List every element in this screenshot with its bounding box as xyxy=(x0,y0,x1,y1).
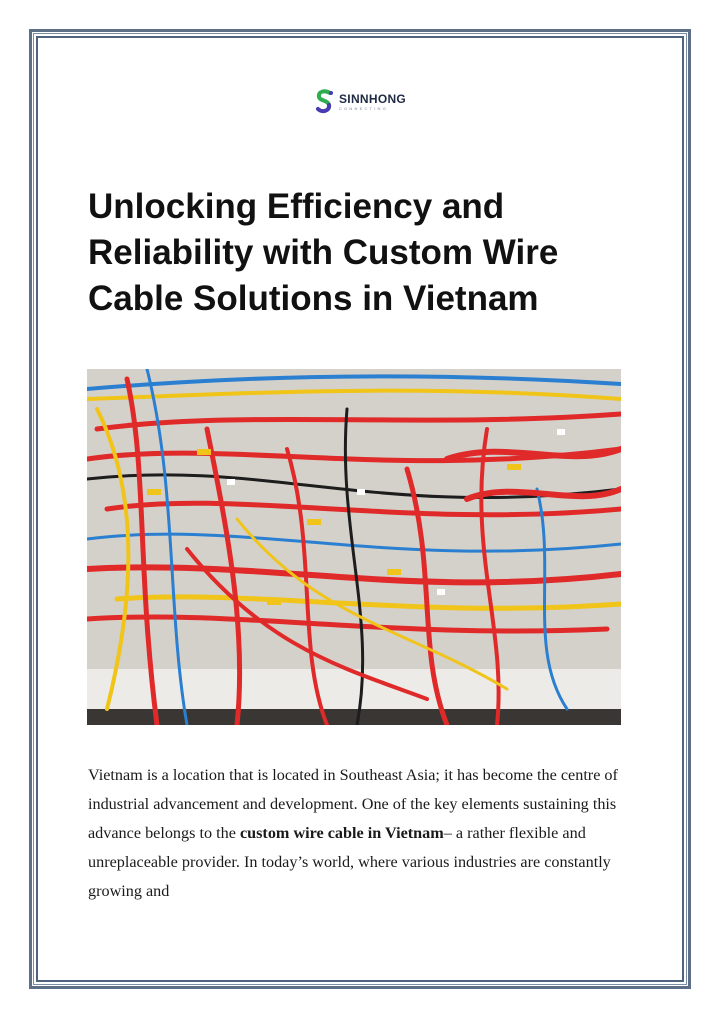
brand-logo xyxy=(314,87,406,117)
brand-name: SINNHONG xyxy=(339,92,407,106)
article-title: Unlocking Efficiency and Reliability with Custom Wire Cable Solutions in Vietnam xyxy=(88,187,559,318)
brand-tagline: CONNECTING xyxy=(339,106,388,111)
sinnhong-logo-icon xyxy=(314,87,336,117)
paragraph-text-1: Vietnam is a location that is located in Southeast Asia; it has become the centre of industrial advancement and development. One of the key elements sustaining this advance belongs to the xyxy=(88,766,618,842)
article-image xyxy=(87,369,621,725)
paragraph-keyword: custom wire cable in Vietnam xyxy=(239,824,444,842)
article-paragraph xyxy=(88,761,648,906)
wire-bundle-photo-icon xyxy=(87,369,621,725)
paragraph-text-2: – a rather flexible and unreplaceable provider. In today’s world, where various industries are constantly growing and xyxy=(88,824,611,900)
